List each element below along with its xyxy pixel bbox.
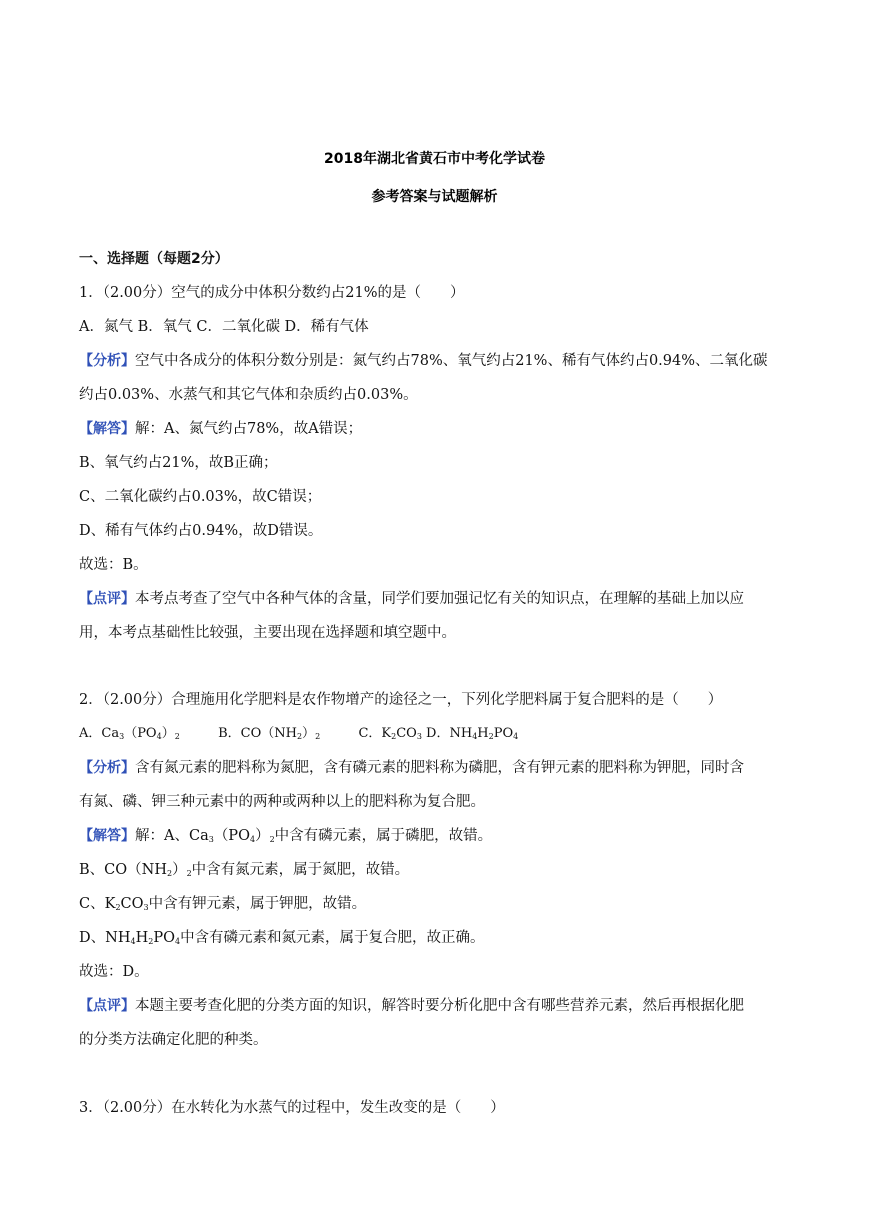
q1-options: A．氮气 B．氧气 C．二氧化碳 D．稀有气体 (79, 319, 369, 335)
document-title: 2018年湖北省黄石市中考化学试卷 (324, 151, 545, 167)
comment-tag: 【点评】 (79, 591, 135, 607)
q2-option-c: C．$K_2CO_3$ (358, 726, 422, 741)
comment-tag: 【点评】 (79, 998, 135, 1014)
q2-analysis-line-1: 【分析】含有氮元素的肥料称为氮肥，含有磷元素的肥料称为磷肥，含有钾元素的肥料称为钾肥，同时含 (79, 760, 744, 776)
q2-option-a: A．$Ca_3(PO_4)_2$ (79, 726, 180, 741)
q2-choice: 故选：D。 (79, 964, 149, 980)
q2-answer-line-2: B、$CO(NH_2)_2$中含有氮元素，属于氮肥，故错。 (79, 862, 410, 878)
q1-answer-line-4: D、稀有气体约占0.94%，故D错误。 (79, 523, 323, 539)
q2-option-d: D．$NH_4H_2PO_4$ (421, 726, 519, 741)
q1-stem: 1．（2.00分）空气的成分中体积分数约占21%的是（ ） (79, 285, 465, 301)
q2-answer-line-1: 【解答】解：A、$Ca_3(PO_4)_2$中含有磷元素，属于磷肥，故错。 (79, 828, 493, 844)
answer-tag: 【解答】 (79, 421, 135, 437)
q1-comment-line-2: 用，本考点基础性比较强，主要出现在选择题和填空题中。 (79, 625, 456, 641)
q1-analysis-line-1: 【分析】空气中各成分的体积分数分别是：氮气约占78%、氧气约占21%、稀有气体约占0.94%、二氧化碳 (79, 353, 768, 369)
section-heading: 一、选择题（每题2分） (79, 251, 229, 267)
answer-tag: 【解答】 (79, 828, 135, 844)
analysis-tag: 【分析】 (79, 760, 135, 776)
q2-option-b: B．$CO(NH_2)_2$ (218, 726, 321, 741)
q2-answer-line-4: D、$NH_4H_2PO_4$中含有磷元素和氮元素，属于复合肥，故正确。 (79, 930, 485, 946)
q2-options (79, 724, 518, 744)
q1-analysis-line-2: 约占0.03%、水蒸气和其它气体和杂质约占0.03%。 (79, 387, 418, 403)
q1-comment-line-1: 【点评】本考点考查了空气中各种气体的含量，同学们要加强记忆有关的知识点，在理解的基础上加以应 (79, 591, 744, 607)
document-subtitle: 参考答案与试题解析 (371, 189, 498, 205)
analysis-tag: 【分析】 (79, 353, 135, 369)
q1-choice: 故选：B。 (79, 557, 148, 573)
q2-comment-line-1: 【点评】本题主要考查化肥的分类方面的知识，解答时要分析化肥中含有哪些营养元素，然后再根据化肥 (79, 998, 744, 1014)
q2-analysis-line-2: 有氮、磷、钾三种元素中的两种或两种以上的肥料称为复合肥。 (79, 794, 485, 810)
q1-answer-line-3: C、二氧化碳约占0.03%，故C错误； (79, 489, 322, 505)
q2-answer-line-3: C、$K_2CO_3$中含有钾元素，属于钾肥，故错。 (79, 896, 367, 912)
q3-stem: 3．（2.00分）在水转化为水蒸气的过程中，发生改变的是（ ） (79, 1100, 505, 1116)
q2-stem: 2．（2.00分）合理施用化学肥料是农作物增产的途径之一，下列化学肥料属于复合肥料的是（ ） (79, 692, 723, 708)
q1-answer-line-2: B、氧气约占21%，故B正确； (79, 455, 278, 471)
q1-answer-line-1: 【解答】解：A、氮气约占78%，故A错误； (79, 421, 363, 437)
q2-comment-line-2: 的分类方法确定化肥的种类。 (79, 1032, 268, 1048)
